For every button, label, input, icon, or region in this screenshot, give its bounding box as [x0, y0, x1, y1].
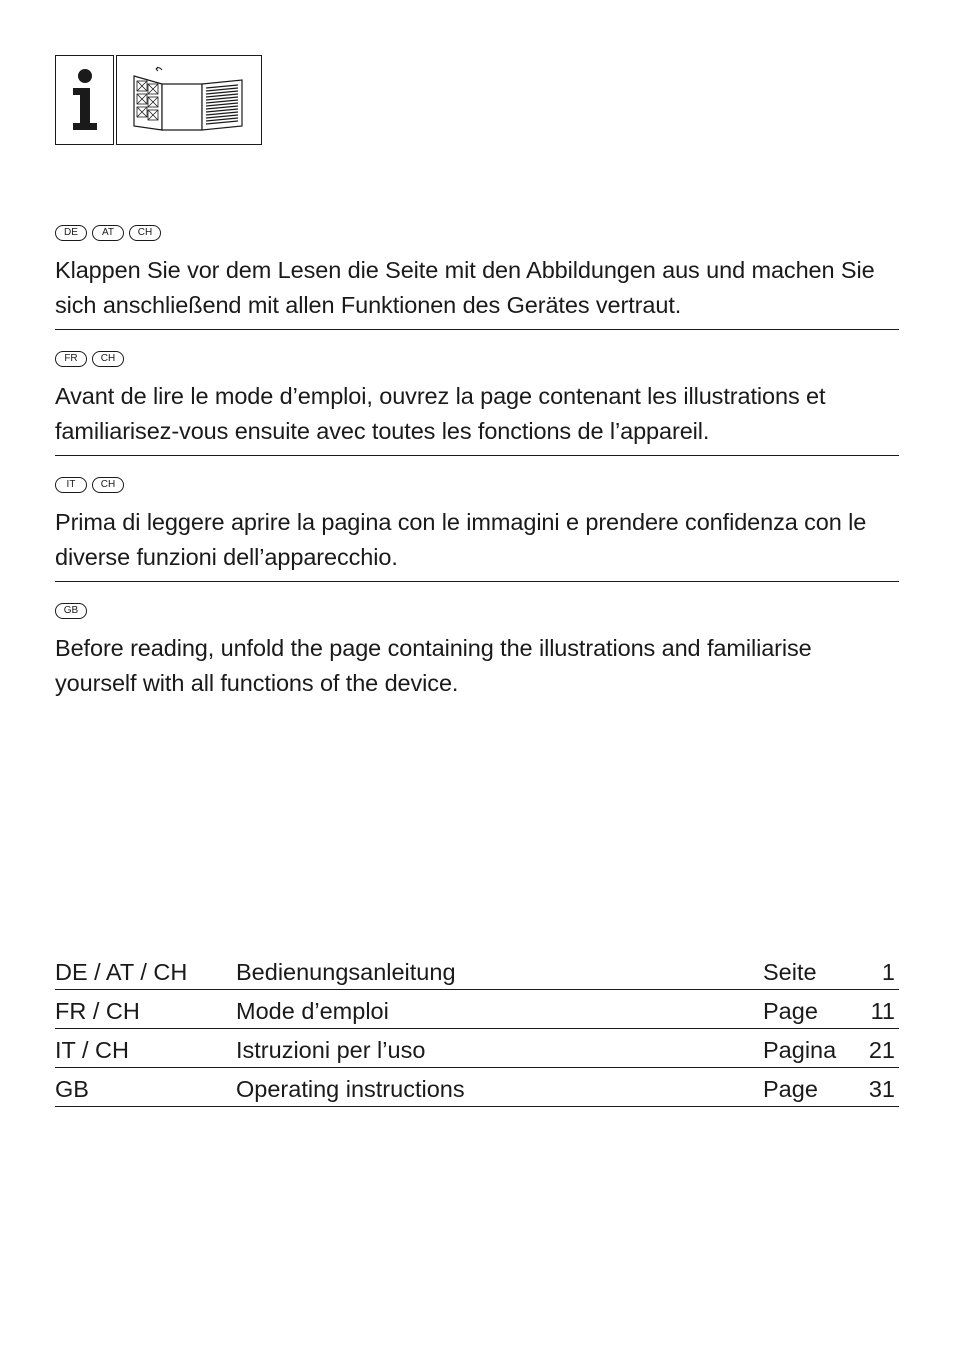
language-badge: IT: [55, 477, 87, 493]
info-icon: [55, 55, 114, 145]
section-text: Prima di leggere aprire la pagina con le immagini e prendere confidenza con le diverse funzioni dell’apparecchio.: [55, 509, 867, 570]
toc-page-word: Seite: [763, 959, 817, 985]
language-badge: DE: [55, 225, 87, 241]
section-it: [55, 477, 899, 575]
toc-row: [55, 991, 899, 1029]
toc-row: [55, 952, 899, 990]
header-icons: [55, 55, 262, 145]
table-of-contents: [55, 952, 899, 1108]
language-badge: AT: [92, 225, 124, 241]
toc-language-code: DE / AT / CH: [55, 959, 188, 985]
language-badge: CH: [92, 351, 124, 367]
language-badge: CH: [92, 477, 124, 493]
language-badges: [55, 477, 899, 497]
section-text: Before reading, unfold the page containing the illustrations and familiarise yourself with all functions of the device.: [55, 635, 812, 696]
toc-page-number: 11: [870, 998, 895, 1024]
toc-language-code: GB: [55, 1076, 89, 1102]
language-badges: [55, 225, 899, 245]
divider: [55, 455, 899, 456]
language-badge: FR: [55, 351, 87, 367]
toc-row: [55, 1069, 899, 1107]
section-de: [55, 225, 899, 323]
section-gb: [55, 603, 899, 701]
toc-page-word: Page: [763, 1076, 818, 1102]
section-text: Klappen Sie vor dem Lesen die Seite mit den Abbildungen aus und machen Sie sich anschließend mit allen Funktionen des Gerätes vertraut.: [55, 257, 875, 318]
toc-page-number: 21: [868, 1037, 895, 1063]
toc-language-code: FR / CH: [55, 998, 140, 1024]
toc-row: [55, 1030, 899, 1068]
divider: [55, 581, 899, 582]
language-badge: CH: [129, 225, 161, 241]
language-badges: [55, 603, 899, 623]
language-badges: [55, 351, 899, 371]
unfold-page-icon: [116, 55, 262, 145]
toc-page-word: Page: [763, 998, 818, 1024]
toc-page-word: Pagina: [763, 1037, 837, 1063]
section-fr: [55, 351, 899, 449]
divider: [55, 329, 899, 330]
language-badge: GB: [55, 603, 87, 619]
toc-language-code: IT / CH: [55, 1037, 129, 1063]
toc-title: Mode d’emploi: [236, 998, 389, 1024]
toc-title: Operating instructions: [236, 1076, 465, 1102]
section-text: Avant de lire le mode d’emploi, ouvrez la page contenant les illustrations et familiarisez-vous ensuite avec toutes les fonctions de l’appareil.: [55, 383, 826, 444]
toc-title: Bedienungsanleitung: [236, 959, 456, 985]
toc-page-number: 31: [868, 1076, 895, 1102]
toc-title: Istruzioni per l’uso: [236, 1037, 426, 1063]
toc-page-number: 1: [881, 959, 895, 985]
